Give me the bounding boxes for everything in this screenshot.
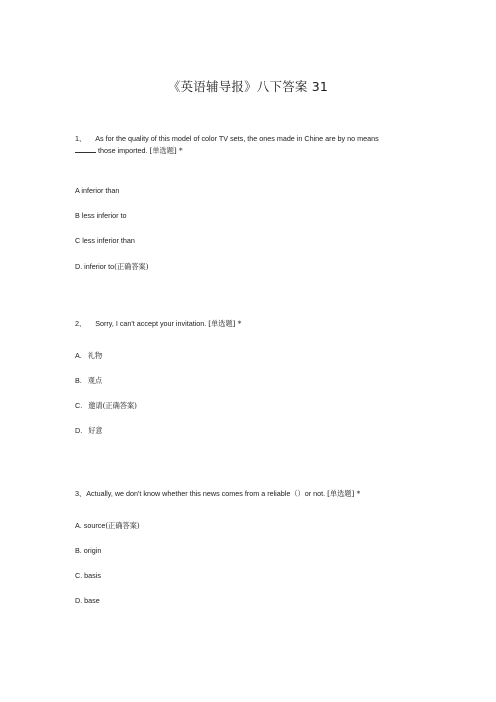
question-1-option-b[interactable]	[75, 211, 127, 221]
option-label: A inferior than	[75, 186, 120, 195]
option-letter: D.	[75, 426, 83, 435]
question-3-option-a[interactable]	[75, 521, 140, 531]
question-type-tag: [单选题] *	[327, 489, 361, 498]
question-2-option-c[interactable]	[75, 401, 137, 411]
option-label: 礼物	[87, 351, 103, 360]
question-number: 3、	[75, 489, 87, 498]
question-1-option-c[interactable]	[75, 236, 135, 246]
question-text: Actually, we don't know whether this news comes from a reliable（）or not.	[86, 489, 326, 498]
question-3-option-c[interactable]	[75, 571, 101, 581]
option-label: 好意	[88, 426, 103, 435]
answer-blank	[75, 145, 96, 153]
option-label: C less inferior than	[75, 236, 135, 245]
question-1-option-a[interactable]	[75, 186, 119, 196]
question-1-option-d[interactable]	[75, 262, 149, 272]
option-letter: B.	[75, 376, 82, 385]
question-2-option-d[interactable]	[75, 426, 103, 436]
question-3-stem	[75, 488, 425, 500]
question-3-option-d[interactable]	[75, 596, 100, 606]
question-number: 2、	[75, 319, 87, 328]
correct-answer-mark: (正确答案)	[102, 401, 137, 410]
option-label: D. inferior to	[75, 262, 115, 271]
question-type-tag: [单选题] *	[149, 145, 183, 155]
question-1-stem	[75, 133, 425, 156]
option-label: C. basis	[75, 571, 101, 580]
option-label: A. source	[75, 521, 106, 530]
option-label: 观点	[87, 376, 103, 385]
question-type-tag: [单选题] *	[208, 319, 242, 328]
question-3-option-b[interactable]	[75, 546, 101, 556]
option-label: B. origin	[75, 546, 102, 555]
option-label: D. base	[75, 596, 100, 605]
question-2-option-b[interactable]	[75, 376, 102, 386]
correct-answer-mark: (正确答案)	[105, 521, 140, 530]
option-label: 邀请	[88, 401, 103, 410]
document-title: 《英语辅导报》八下答案 31	[167, 79, 329, 94]
option-letter: A.	[75, 351, 82, 360]
option-label: B less inferior to	[75, 211, 127, 220]
question-text: Sorry, I can't accept your invitation.	[95, 319, 207, 328]
question-2-option-a[interactable]	[75, 351, 102, 361]
question-text-before: As for the quality of this model of color TV sets, the ones made in Chine are by no means	[95, 134, 379, 143]
question-2-stem	[75, 318, 425, 330]
question-text-after: those imported.	[98, 145, 148, 155]
option-letter: C.	[75, 401, 83, 410]
correct-answer-mark: (正确答案)	[114, 262, 149, 271]
question-number: 1、	[75, 134, 87, 143]
